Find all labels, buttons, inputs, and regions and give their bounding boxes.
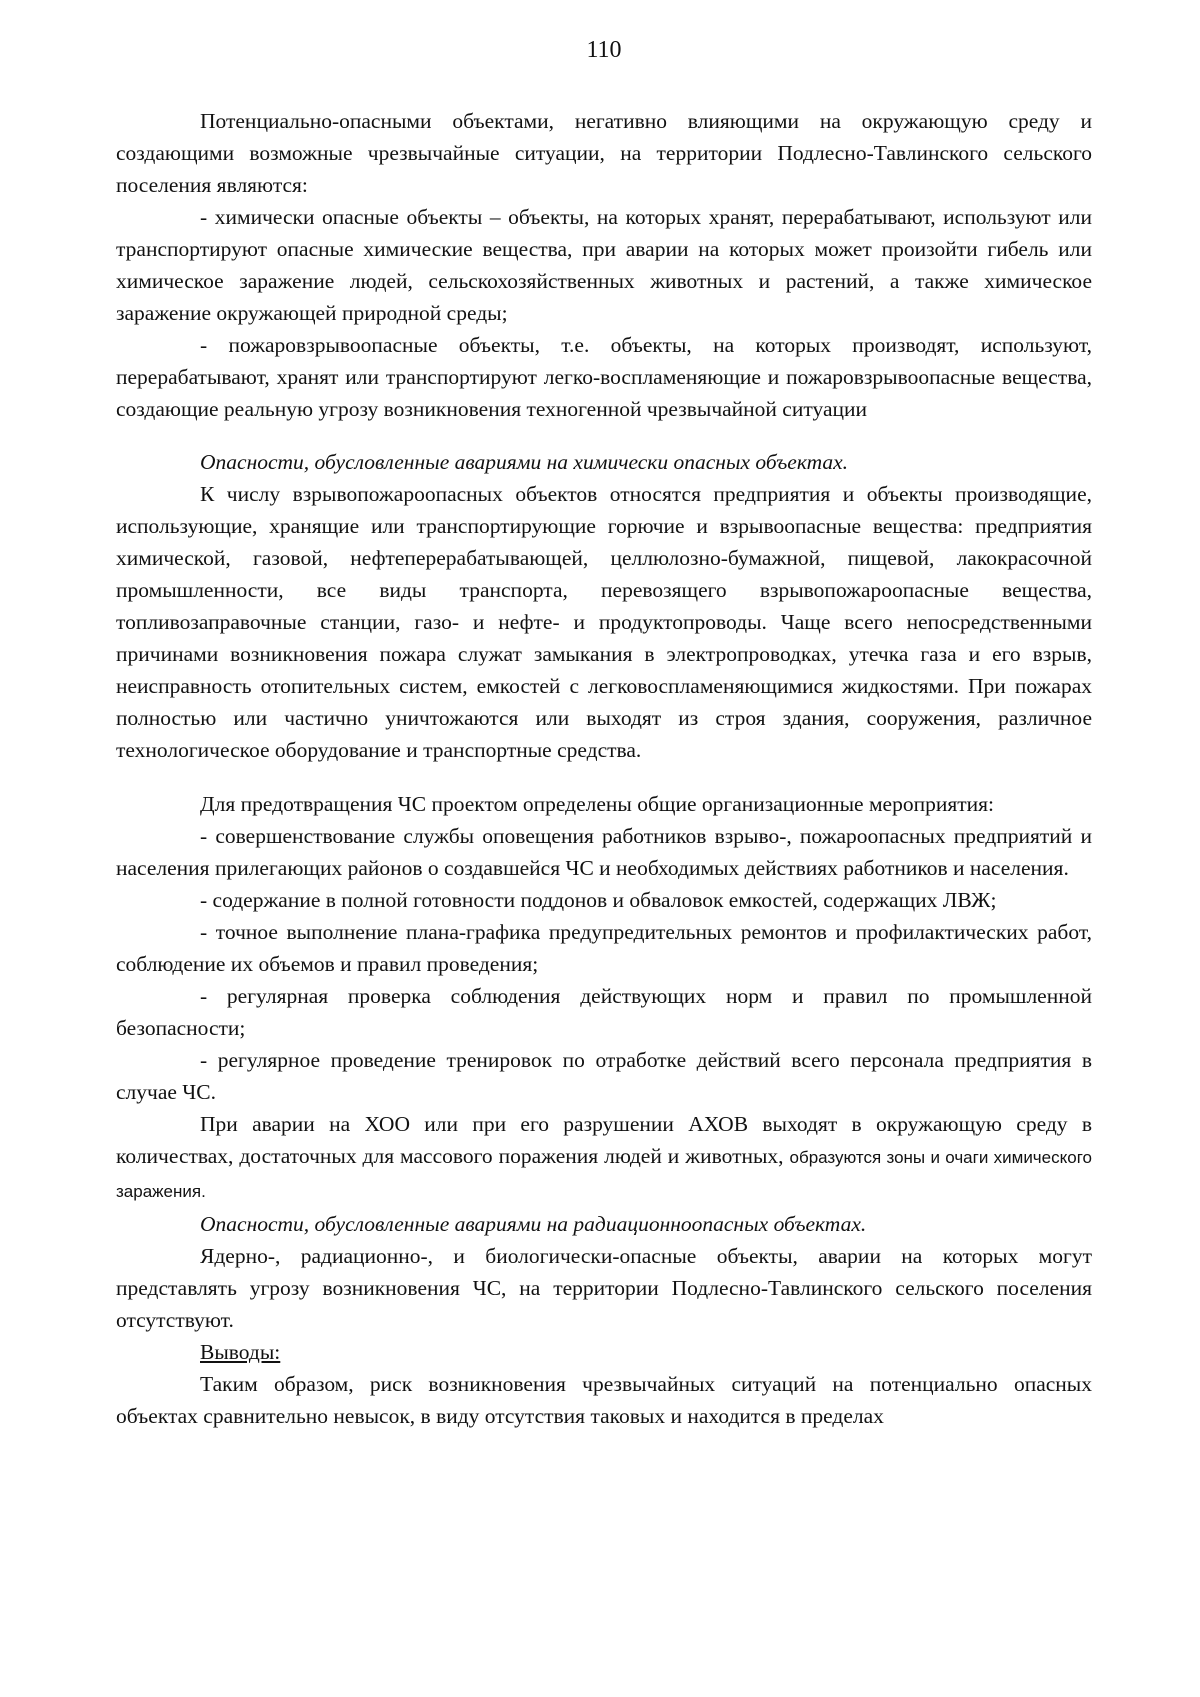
list-item-training: - регулярное проведение тренировок по отработке действий всего персонала предприятия в случае ЧС.: [116, 1048, 1092, 1104]
paragraph-intro: Потенциально-опасными объектами, негативно влияющими на окружающую среду и создающими возможные чрезвычайные ситуации, на территории Подлесно-Тавлинского сельского поселения являются:: [116, 109, 1092, 197]
list-item-repair-schedule: - точное выполнение плана-графика предупредительных ремонтов и профилактических работ, соблюдение их объемов и правил проведения;: [116, 920, 1092, 976]
paragraph-conclusion: Таким образом, риск возникновения чрезвычайных ситуаций на потенциально опасных объектах сравнительно невысок, в виду отсутствия таковых и находится в пределах: [116, 1372, 1092, 1428]
paragraph-accident-main: При аварии на ХОО или при его разрушении АХОВ выходят в окружающую среду в количествах, достаточных для массового поражения людей и животных,: [116, 1112, 1092, 1168]
section-heading-chemical: Опасности, обусловленные авариями на химически опасных объектах.: [200, 450, 849, 474]
list-item-pallets: - содержание в полной готовности поддонов и обваловок емкостей, содержащих ЛВЖ;: [200, 888, 997, 912]
paragraph-fire-explosive: К числу взрывопожароопасных объектов относятся предприятия и объекты производящие, использующие, хранящие или транспортирующие горючие и взрывоопасные вещества: предприятия химической, газовой, нефтеперерабатывающей, целлюлозно-бумажной, пищевой, лакокрасочной промышленности, все виды транспорта, перевозящего взрывопожароопасные вещества, топливозаправочные станции, газо- и нефте- и продуктопроводы. Чаще всего непосредственными причинами возникновения пожара служат замыкания в электропроводках, утечка газа и его взрыв, неисправность отопительных систем, емкостей с легковоспламеняющимися жидкостями. При пожарах полностью или частично уничтожаются или выходят из строя здания, сооружения, различное технологическое оборудование и транспортные средства.: [116, 482, 1092, 762]
paragraph-accident-hoo: [116, 1108, 1092, 1208]
page-number: 110: [586, 37, 622, 63]
list-item-safety-check: - регулярная проверка соблюдения действующих норм и правил по промышленной безопасности;: [116, 984, 1092, 1040]
paragraph-measures-intro: Для предотвращения ЧС проектом определены общие организационные мероприятия:: [200, 792, 995, 816]
paragraph-radiation: Ядерно-, радиационно-, и биологически-опасные объекты, аварии на которых могут представлять угрозу возникновения ЧС, на территории Подлесно-Тавлинского сельского поселения отсутствуют.: [116, 1244, 1092, 1332]
conclusions-paragraph: [116, 1336, 1092, 1368]
section-heading-radiation: Опасности, обусловленные авариями на радиационноопасных объектах.: [200, 1212, 867, 1236]
list-item-fire-explosive-objects: - пожаровзрывоопасные объекты, т.е. объекты, на которых производят, используют, перерабатывают, хранят или транспортируют легко-воспламеняющие и пожаровзрывоопасные вещества, создающие реальную угрозу возникновения техногенной чрезвычайной ситуации: [116, 333, 1092, 421]
list-item-chemical-objects: - химически опасные объекты – объекты, на которых хранят, перерабатывают, используют или транспортируют опасные химические вещества, при аварии на которых может произойти гибель или химическое заражение людей, сельскохозяйственных животных и растений, а также химическое заражение окружающей природной среды;: [116, 205, 1092, 325]
paragraph-accident-tail: образуются зоны и очаги химического заражения.: [116, 1148, 1092, 1201]
conclusions-label: Выводы:: [200, 1340, 281, 1364]
list-item-notification: - совершенствование службы оповещения работников взрыво-, пожароопасных предприятий и населения прилегающих районов о создавшейся ЧС и необходимых действиях работников и населения.: [116, 824, 1092, 880]
